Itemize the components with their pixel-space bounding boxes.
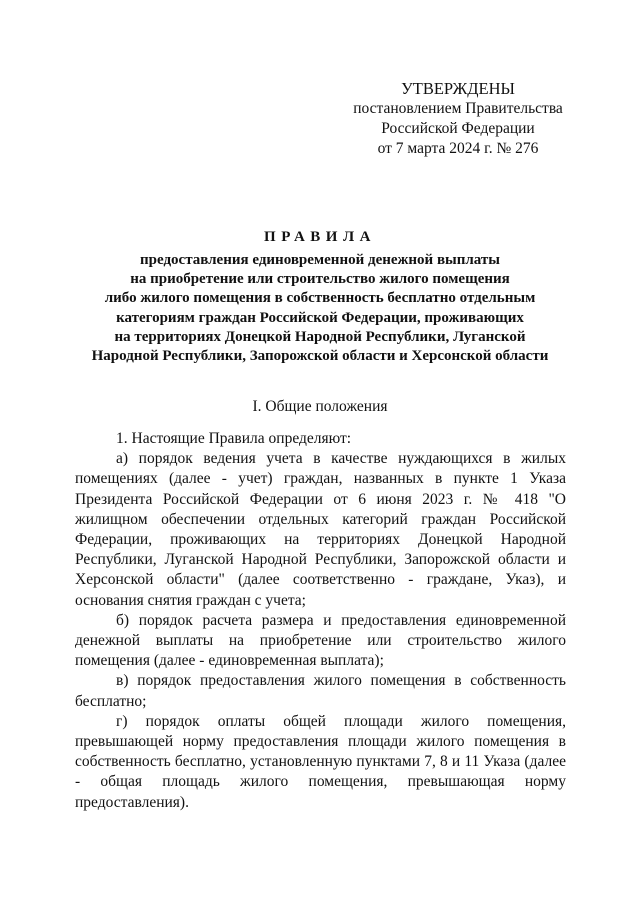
subtitle-line: предоставления единовременной денежной выплаты — [140, 252, 500, 268]
paragraph-item-v: в) порядок предоставления жилого помещения в собственность бесплатно; — [75, 672, 566, 710]
subtitle-line: либо жилого помещения в собственность бесплатно отдельным — [104, 290, 536, 307]
subtitle-line: на территориях Донецкой Народной Республики, Луганской — [114, 328, 526, 345]
approval-line-1: постановлением Правительства — [353, 100, 563, 117]
section-heading: I. Общие положения — [252, 398, 388, 415]
document-subtitle — [60, 251, 580, 366]
subtitle-line: на приобретение или строительство жилого помещения — [130, 271, 510, 288]
approval-line-3: от 7 марта 2024 г. № 276 — [377, 140, 539, 157]
paragraph-item-b: б) порядок расчета размера и предоставления единовременной денежной выплаты на приобретение или строительство жилого помещения (далее - единовременная выплата); — [75, 611, 566, 670]
approval-stamp — [340, 79, 576, 159]
subtitle-line: категориям граждан Российской Федерации, проживающих — [116, 309, 524, 326]
paragraph-item-g: г) порядок оплаты общей площади жилого помещения, превышающей норму предоставления площади жилого помещения в собственность бесплатно, установленную пунктами 7, 8 и 11 Указа (далее - общая площадь жилого помещения, превышающая норму предоставления). — [75, 712, 566, 811]
subtitle-line: Народной Республики, Запорожской области и Херсонской области — [91, 348, 549, 365]
approval-heading: УТВЕРЖДЕНЫ — [401, 79, 515, 98]
approval-line-2: Российской Федерации — [381, 120, 535, 137]
paragraph-item-a: а) порядок ведения учета в качестве нуждающихся в жилых помещениях (далее - учет) граждан, названных в пункте 1 Указа Президента Российской Федерации от 6 июня 2023 г. № 418 "О жилищном обеспечении отдельных категорий граждан Российской Федерации, проживающих на территориях Донецкой Народной Республики, Луганской Народной Республики, Запорожской области и Херсонской области" (далее соответственно - граждане, Указ), и основания снятия граждан с учета; — [75, 450, 566, 609]
document-body — [75, 429, 566, 813]
document-title: ПРАВИЛА — [264, 229, 376, 245]
paragraph-intro: 1. Настоящие Правила определяют: — [116, 430, 352, 447]
